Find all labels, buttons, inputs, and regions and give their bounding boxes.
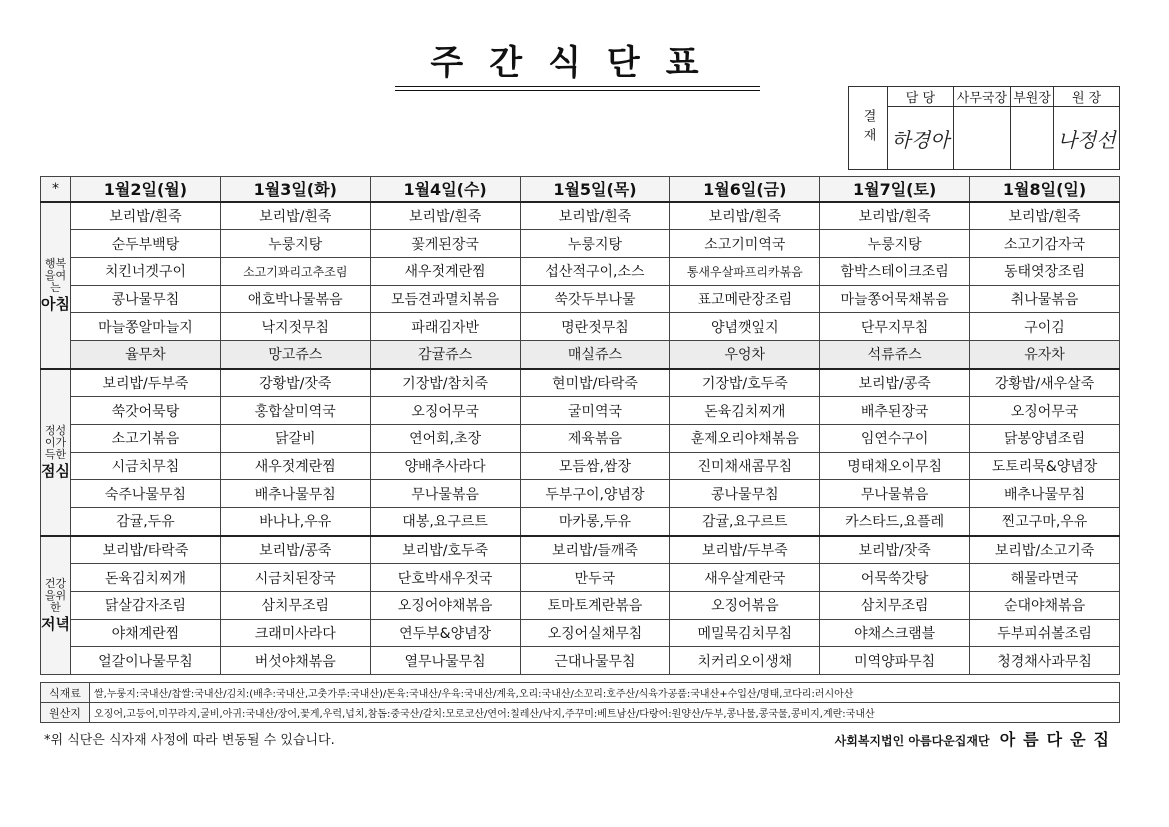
title-underline	[395, 90, 760, 91]
day-header: 1월3일(화)	[220, 177, 370, 202]
menu-item: 치킨너겟구이	[71, 257, 221, 285]
foundation-name	[835, 727, 1117, 750]
menu-table	[40, 176, 1120, 675]
menu-item: 보리밥/흰죽	[820, 202, 970, 230]
menu-item: 양배추사라다	[370, 452, 520, 480]
menu-item: 취나물볶음	[970, 285, 1120, 313]
menu-item: 해물라면국	[970, 564, 1120, 592]
menu-item: 석류쥬스	[820, 340, 970, 368]
menu-item: 보리밥/타락죽	[71, 536, 221, 564]
menu-item: 어묵쑥갓탕	[820, 564, 970, 592]
menu-item: 돈육김치찌개	[670, 397, 820, 425]
menu-item: 오징어무국	[370, 397, 520, 425]
menu-item: 새우살계란국	[670, 564, 820, 592]
menu-item: 꽃게된장국	[370, 230, 520, 258]
menu-item: 치커리오이생채	[670, 647, 820, 675]
day-header: 1월5일(목)	[520, 177, 670, 202]
approval-role: 사무국장	[953, 87, 1010, 107]
menu-item: 토마토계란볶음	[520, 591, 670, 619]
menu-item: 누룽지탕	[520, 230, 670, 258]
menu-item: 유자차	[970, 340, 1120, 368]
menu-item: 표고메란장조림	[670, 285, 820, 313]
menu-item: 시금치무침	[71, 452, 221, 480]
day-header: 1월7일(토)	[820, 177, 970, 202]
signature: 나정선	[1054, 107, 1120, 170]
meal-name: 아침	[41, 294, 70, 313]
menu-item: 보리밥/흰죽	[71, 202, 221, 230]
menu-item: 쑥갓어묵탕	[71, 397, 221, 425]
menu-item: 마늘쫑어묵채볶음	[820, 285, 970, 313]
day-header: 1월8일(일)	[970, 177, 1120, 202]
menu-item: 감귤,두유	[71, 507, 221, 535]
menu-item: 누룽지탕	[820, 230, 970, 258]
menu-item: 감귤,요구르트	[670, 507, 820, 535]
menu-item: 닭갈비	[220, 424, 370, 452]
menu-item: 보리밥/들깨죽	[520, 536, 670, 564]
menu-item: 현미밥/타락죽	[520, 369, 670, 397]
menu-item: 단호박새우젓국	[370, 564, 520, 592]
meal-subtitle: 건강을위한	[44, 576, 67, 614]
menu-item: 동태엿장조림	[970, 257, 1120, 285]
menu-item: 배추나물무침	[220, 480, 370, 508]
menu-item: 보리밥/두부죽	[71, 369, 221, 397]
menu-item: 단무지무침	[820, 313, 970, 341]
menu-item: 모듬쌈,쌈장	[520, 452, 670, 480]
origin-table	[40, 682, 1120, 723]
menu-item: 함박스테이크조림	[820, 257, 970, 285]
approval-box	[848, 86, 1120, 170]
menu-item: 열무나물무침	[370, 647, 520, 675]
signature	[953, 107, 1010, 170]
menu-item: 낙지젓무침	[220, 313, 370, 341]
menu-item: 구이김	[970, 313, 1120, 341]
menu-item: 섭산적구이,소스	[520, 257, 670, 285]
menu-item: 오징어볶음	[670, 591, 820, 619]
menu-item: 율무차	[71, 340, 221, 368]
menu-item: 소고기꽈리고추조림	[220, 257, 370, 285]
menu-item: 청경채사과무침	[970, 647, 1120, 675]
menu-item: 만두국	[520, 564, 670, 592]
menu-item: 보리밥/흰죽	[970, 202, 1120, 230]
change-notice: *위 식단은 식자재 사정에 따라 변동될 수 있습니다.	[44, 733, 335, 748]
menu-item: 우엉차	[670, 340, 820, 368]
menu-item: 두부구이,양념장	[520, 480, 670, 508]
corner-cell: *	[41, 177, 71, 202]
day-header: 1월2일(월)	[71, 177, 221, 202]
menu-item: 보리밥/잣죽	[820, 536, 970, 564]
menu-item: 시금치된장국	[220, 564, 370, 592]
meal-label	[41, 369, 71, 536]
menu-item: 미역양파무침	[820, 647, 970, 675]
menu-item: 보리밥/흰죽	[370, 202, 520, 230]
menu-item: 임연수구이	[820, 424, 970, 452]
menu-item: 오징어실채무침	[520, 619, 670, 647]
menu-item: 양념깻잎지	[670, 313, 820, 341]
menu-item: 보리밥/흰죽	[670, 202, 820, 230]
menu-item: 소고기미역국	[670, 230, 820, 258]
menu-item: 애호박나물볶음	[220, 285, 370, 313]
menu-item: 보리밥/콩죽	[820, 369, 970, 397]
approval-role: 담 당	[888, 87, 954, 107]
meal-label	[41, 202, 71, 369]
approval-label: 결재	[849, 87, 888, 170]
menu-item: 돈육김치찌개	[71, 564, 221, 592]
menu-item: 숙주나물무침	[71, 480, 221, 508]
origin-text: 오징어,고등어,미꾸라지,굴비,아귀:국내산/장어,꽃게,우럭,넙치,참돔:중국산/갈치:모로코산/연어:칠레산/낙지,주꾸미:베트남산/다랑어:원양산/두부,콩나물,콩국물,콩비지,계란:국내산	[90, 703, 1120, 723]
menu-item: 도토리묵&양념장	[970, 452, 1120, 480]
menu-item: 매실쥬스	[520, 340, 670, 368]
menu-item: 콩나물무침	[670, 480, 820, 508]
menu-item: 쑥갓두부나물	[520, 285, 670, 313]
signature: 하경아	[888, 107, 954, 170]
menu-item: 오징어야채볶음	[370, 591, 520, 619]
menu-item: 모듬견과멸치볶음	[370, 285, 520, 313]
menu-item: 야채계란찜	[71, 619, 221, 647]
menu-item: 무나물볶음	[370, 480, 520, 508]
signature	[1010, 107, 1053, 170]
meal-subtitle: 정성이가득한	[44, 423, 67, 461]
approval-role: 원 장	[1054, 87, 1120, 107]
menu-item: 누룽지탕	[220, 230, 370, 258]
menu-item: 순두부백탕	[71, 230, 221, 258]
meal-subtitle: 행복을여는	[44, 256, 67, 294]
page-title: 주간식단표	[430, 43, 725, 83]
title-underline	[395, 86, 760, 87]
menu-item: 바나나,우유	[220, 507, 370, 535]
menu-item: 마늘쫑알마늘지	[71, 313, 221, 341]
menu-item: 마카롱,두유	[520, 507, 670, 535]
menu-item: 두부피쉬볼조림	[970, 619, 1120, 647]
approval-role: 부원장	[1010, 87, 1053, 107]
menu-item: 파래김자반	[370, 313, 520, 341]
origin-text: 쌀,누룽지:국내산/찹쌀:국내산/김치:(배추:국내산,고춧가루:국내산)/돈육:국내산/우육:국내산/계육,오리:국내산/소꼬리:호주산/식육가공품:국내산+수입산/명태,코다리:러시아산	[90, 683, 1120, 703]
menu-item: 근대나물무침	[520, 647, 670, 675]
menu-item: 연어회,초장	[370, 424, 520, 452]
menu-item: 홍합살미역국	[220, 397, 370, 425]
menu-item: 찐고구마,우유	[970, 507, 1120, 535]
menu-item: 얼갈이나물무침	[71, 647, 221, 675]
menu-item: 강황밥/새우살죽	[970, 369, 1120, 397]
menu-item: 기장밥/참치죽	[370, 369, 520, 397]
menu-item: 순대야채볶음	[970, 591, 1120, 619]
foundation-house: 아름다운집	[999, 730, 1117, 749]
menu-item: 보리밥/호두죽	[370, 536, 520, 564]
menu-item: 보리밥/두부죽	[670, 536, 820, 564]
menu-item: 기장밥/호두죽	[670, 369, 820, 397]
menu-item: 삼치무조림	[820, 591, 970, 619]
menu-item: 감귤쥬스	[370, 340, 520, 368]
menu-item: 야채스크램블	[820, 619, 970, 647]
menu-item: 소고기감자국	[970, 230, 1120, 258]
day-header: 1월4일(수)	[370, 177, 520, 202]
menu-item: 닭봉양념조림	[970, 424, 1120, 452]
menu-item: 훈제오리야채볶음	[670, 424, 820, 452]
menu-item: 굴미역국	[520, 397, 670, 425]
menu-item: 오징어무국	[970, 397, 1120, 425]
menu-item: 보리밥/콩죽	[220, 536, 370, 564]
meal-label	[41, 536, 71, 675]
menu-item: 통새우살파프리카볶음	[670, 257, 820, 285]
menu-item: 콩나물무침	[71, 285, 221, 313]
menu-item: 닭살감자조림	[71, 591, 221, 619]
menu-item: 진미채새콤무침	[670, 452, 820, 480]
menu-item: 버섯야채볶음	[220, 647, 370, 675]
meal-name: 점심	[41, 461, 70, 480]
menu-item: 배추나물무침	[970, 480, 1120, 508]
menu-item: 카스타드,요플레	[820, 507, 970, 535]
menu-item: 새우젓계란찜	[370, 257, 520, 285]
menu-item: 소고기볶음	[71, 424, 221, 452]
meal-name: 저녁	[41, 614, 70, 633]
menu-item: 대봉,요구르트	[370, 507, 520, 535]
menu-item: 연두부&양념장	[370, 619, 520, 647]
menu-item: 삼치무조림	[220, 591, 370, 619]
menu-item: 새우젓계란찜	[220, 452, 370, 480]
foundation-org: 사회복지법인 아름다운집재단	[834, 734, 990, 748]
menu-item: 보리밥/흰죽	[520, 202, 670, 230]
menu-item: 배추된장국	[820, 397, 970, 425]
menu-item: 망고쥬스	[220, 340, 370, 368]
origin-label: 식재료	[41, 683, 90, 703]
day-header: 1월6일(금)	[670, 177, 820, 202]
menu-item: 메밀묵김치무침	[670, 619, 820, 647]
menu-item: 크래미사라다	[220, 619, 370, 647]
menu-item: 명란젓무침	[520, 313, 670, 341]
menu-item: 보리밥/흰죽	[220, 202, 370, 230]
menu-item: 제육볶음	[520, 424, 670, 452]
menu-item: 강황밥/잣죽	[220, 369, 370, 397]
menu-item: 명태채오이무침	[820, 452, 970, 480]
menu-item: 보리밥/소고기죽	[970, 536, 1120, 564]
menu-item: 무나물볶음	[820, 480, 970, 508]
origin-label: 원산지	[41, 703, 90, 723]
